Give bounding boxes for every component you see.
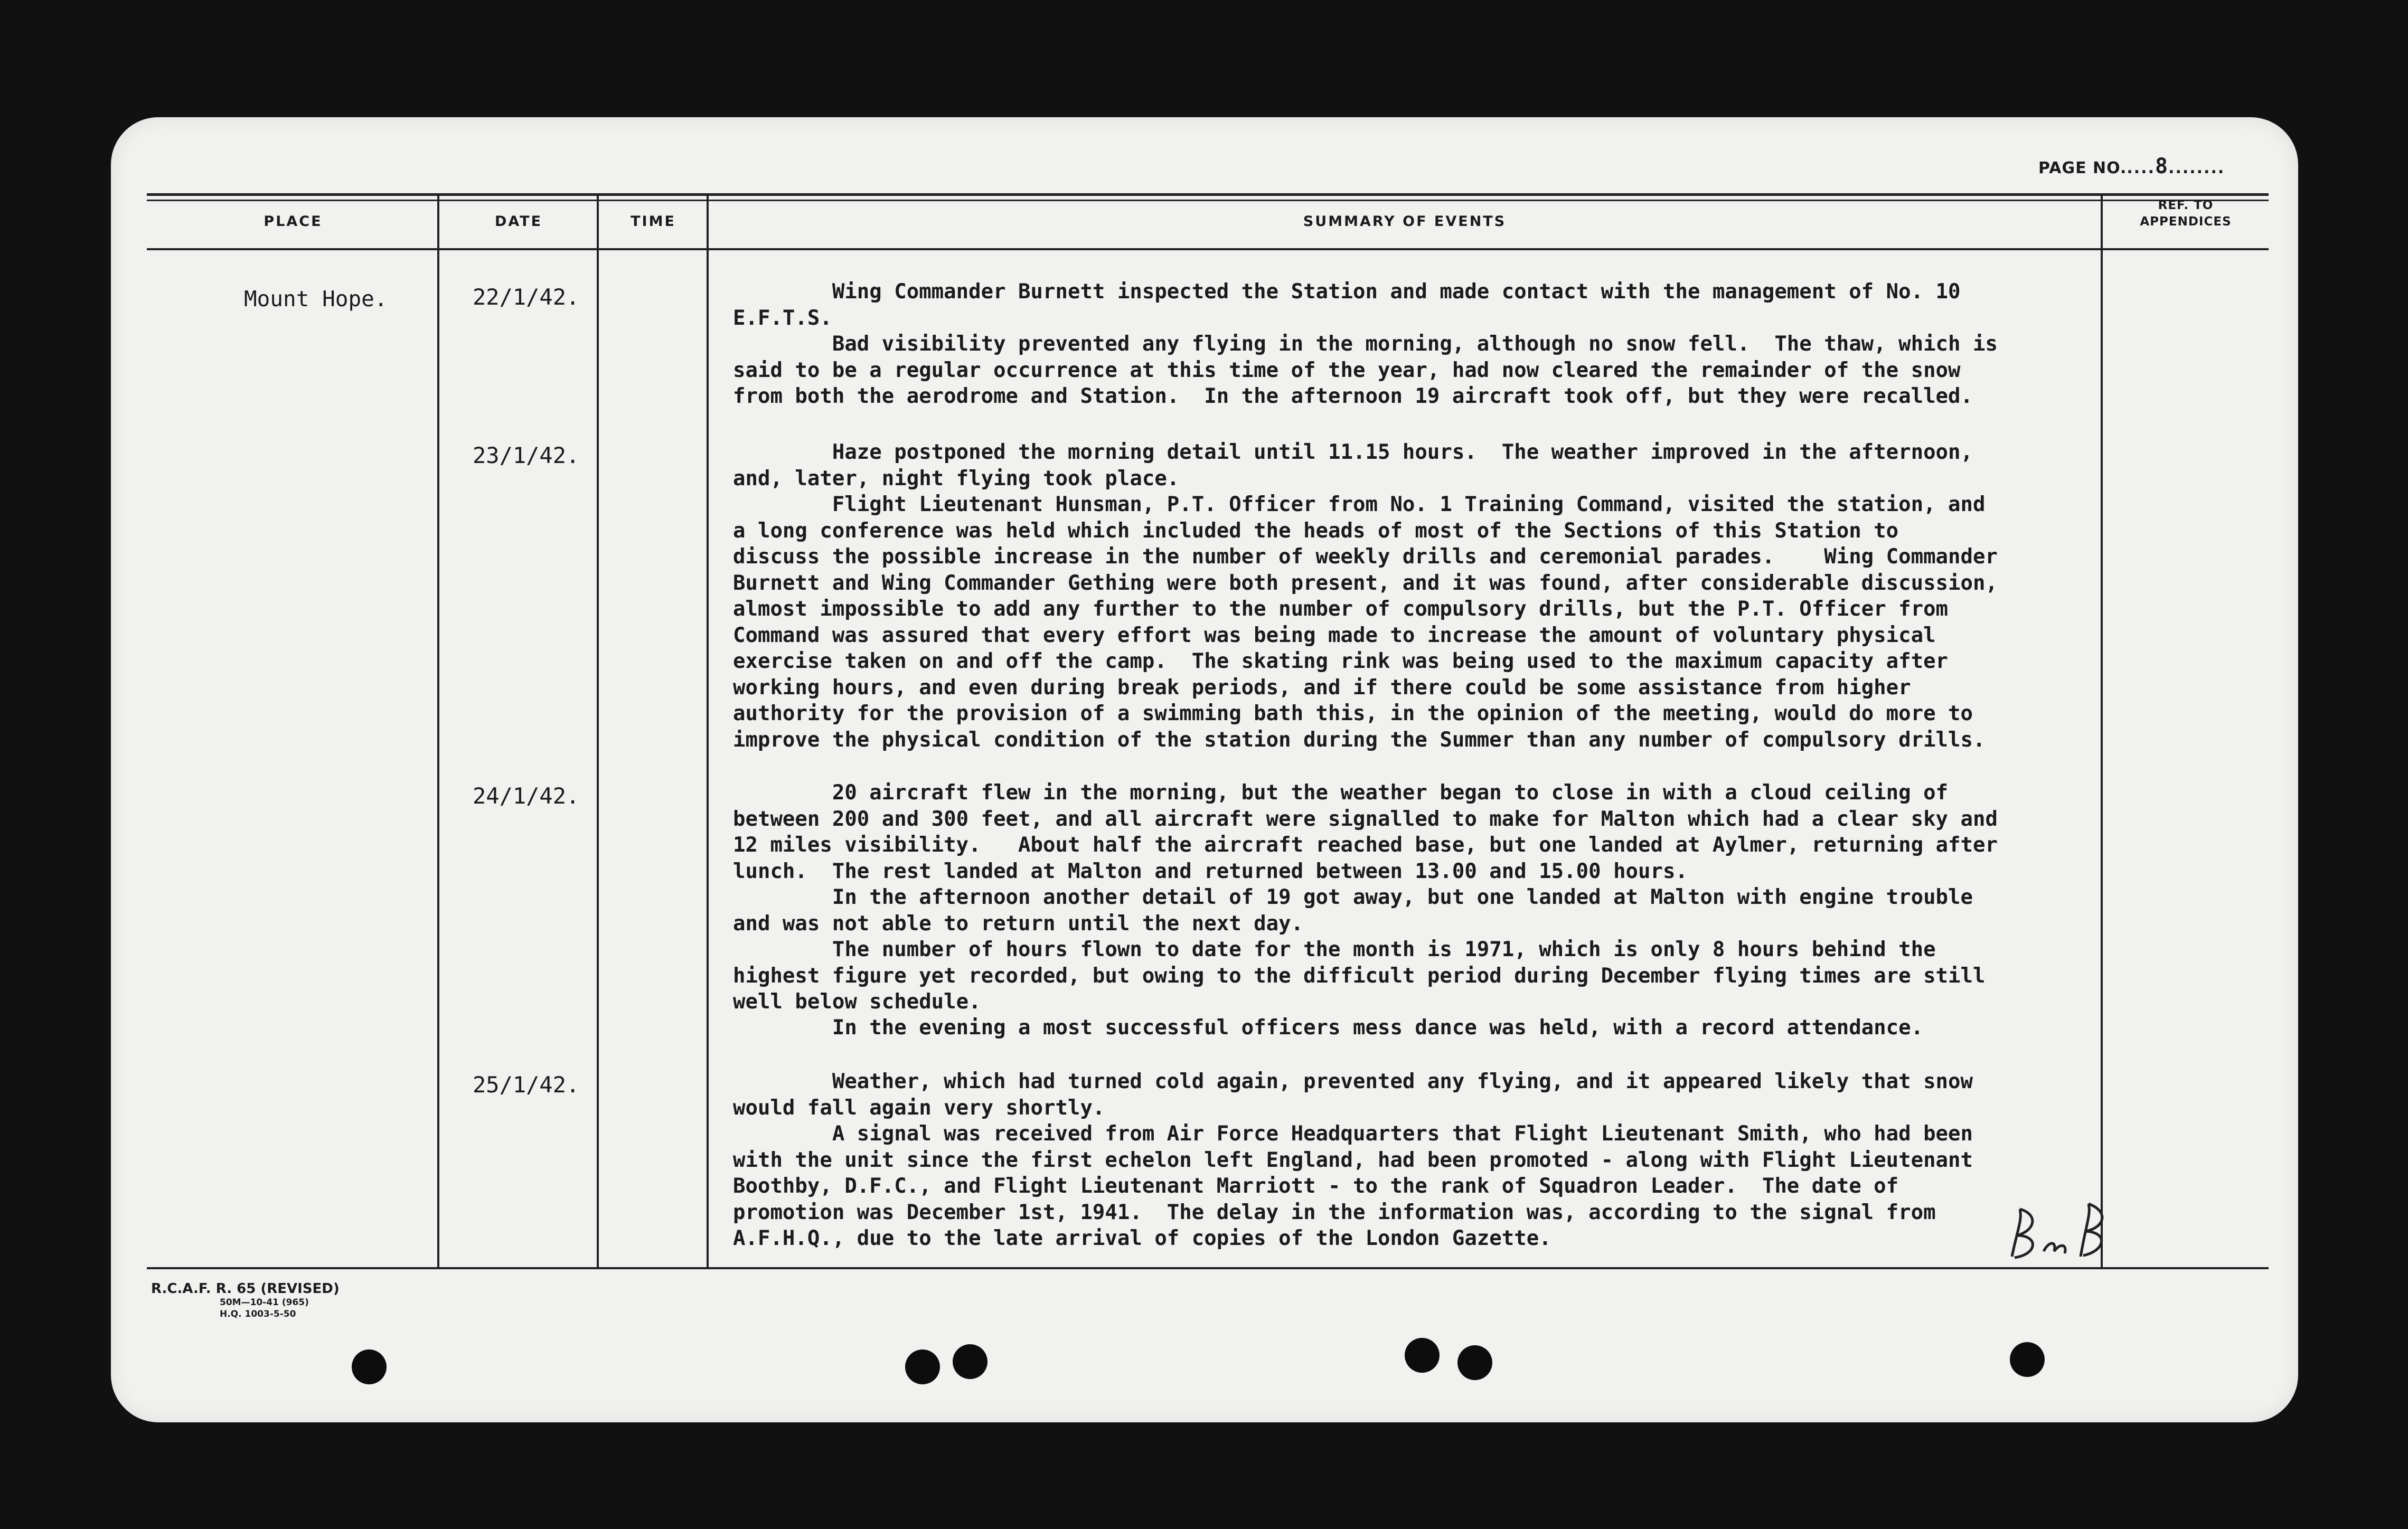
bottom-rule bbox=[147, 1267, 2269, 1269]
binder-hole bbox=[1457, 1345, 1492, 1380]
page-label-text: PAGE NO. bbox=[2038, 159, 2127, 177]
header-bottom-rule bbox=[147, 248, 2269, 250]
form-label: R.C.A.F. R. 65 (REVISED) bbox=[151, 1281, 340, 1297]
entry-3-para-1: 20 aircraft flew in the morning, but the weather began to close in with a cloud ceiling of between 200 and 300 feet, and all aircraft were signalled to make for Malton which had a clear sky and 12 miles visibility. About half the aircraft reached base, but one landed at Aylmer, returning after lunch. The rest landed at Malton and returned between 13.00 and 15.00 hours. bbox=[733, 781, 1998, 883]
entry-date-1: 22/1/42. bbox=[473, 284, 580, 310]
entry-date-2: 23/1/42. bbox=[473, 442, 580, 468]
handwritten-initials bbox=[2007, 1198, 2112, 1272]
binder-hole bbox=[352, 1349, 387, 1384]
page-number: 8 bbox=[2155, 154, 2169, 178]
binder-hole bbox=[2010, 1342, 2045, 1377]
ref-line-2: APPENDICES bbox=[2140, 215, 2232, 229]
binder-hole bbox=[1405, 1338, 1440, 1373]
top-rule-2 bbox=[147, 200, 2269, 201]
col-divider-date bbox=[597, 195, 599, 1268]
page-number-label: PAGE NO.....8........ bbox=[2038, 154, 2225, 178]
print-line-2: H.Q. 1003-5-50 bbox=[220, 1309, 296, 1319]
col-divider-place bbox=[437, 195, 439, 1268]
entry-2-para-2: Flight Lieutenant Hunsman, P.T. Officer from No. 1 Training Command, visited the station, and a long conference was held which included the heads of most of the Sections of this Station to discuss the possible increase in the number of weekly drills and ceremonial parades. Wing Commander Burnett and Wing Commander Gething were both present, and it was found, after considerable discussion, almost impossible to add any further to the number of compulsory drills, but the P.T. Officer from Command was assured that every effort was being made to increase the amount of voluntary physical exercise taken on and off the camp. The skating rink was being used to the maximum capacity after working hours, and even during break periods, and if there could be some assistance from higher authority for the provision of a swimming bath this, in the opinion of the meeting, would do more to improve the physical condition of the station during the Summer than any number of compulsory drills. bbox=[733, 493, 1998, 752]
column-header-time: TIME bbox=[631, 213, 676, 230]
column-header-place: PLACE bbox=[264, 213, 323, 230]
column-header-date: DATE bbox=[494, 213, 543, 230]
binder-hole bbox=[905, 1349, 940, 1384]
top-rule bbox=[147, 193, 2269, 196]
entry-3-para-2: In the afternoon another detail of 19 got away, but one landed at Malton with engine trouble and was not able to return until the next day. bbox=[733, 885, 1973, 936]
form-number-label bbox=[151, 1281, 340, 1320]
col-divider-time bbox=[707, 195, 709, 1268]
entry-2-para-1: Haze postponed the morning detail until 11.15 hours. The weather improved in the afternoon, and, later, night flying took place. bbox=[733, 440, 1973, 490]
print-line-1: 50M—10-41 (965) bbox=[220, 1297, 309, 1308]
entry-4-para-1: Weather, which had turned cold again, prevented any flying, and it appeared likely that snow would fall again very shortly. bbox=[733, 1070, 1973, 1120]
column-header-ref bbox=[2103, 197, 2269, 230]
entry-date-3: 24/1/42. bbox=[473, 783, 580, 809]
binder-hole bbox=[953, 1344, 987, 1379]
entry-3-para-4: In the evening a most successful officers mess dance was held, with a record attendance. bbox=[733, 1016, 1924, 1040]
place-cell: Mount Hope. bbox=[244, 286, 388, 312]
entry-4-para-2: A signal was received from Air Force Headquarters that Flight Lieutenant Smith, who had been with the unit since the first echelon left England, had been promoted - along with Flight Lieutenant Boothby, D.F.C., and Flight Lieutenant Marriott - to the rank of Squadron Leader. The date of promotion was December 1st, 1941. The delay in the information was, according to the signal from A.F.H.Q., due to the late arrival of copies of the London Gazette. bbox=[733, 1122, 1973, 1250]
entry-1-para-2: Bad visibility prevented any flying in the morning, although no snow fell. The thaw, which is said to be a regular occurrence at this time of the year, had now cleared the remainder of the snow from both the aerodrome and Station. In the afternoon 19 aircraft took off, but they were recalled. bbox=[733, 332, 1998, 408]
entry-date-4: 25/1/42. bbox=[473, 1072, 580, 1098]
entry-1-para-1: Wing Commander Burnett inspected the Station and made contact with the management of No. 10 E.F.T.S. bbox=[733, 280, 1961, 330]
entry-3-para-3: The number of hours flown to date for the month is 1971, which is only 8 hours behind the highest figure yet recorded, but owing to the difficult period during December flying times are still well below schedule. bbox=[733, 938, 1986, 1014]
column-header-summary: SUMMARY OF EVENTS bbox=[1303, 213, 1507, 230]
col-divider-summary bbox=[2101, 195, 2103, 1268]
ref-line-1: REF. TO bbox=[2158, 199, 2214, 212]
